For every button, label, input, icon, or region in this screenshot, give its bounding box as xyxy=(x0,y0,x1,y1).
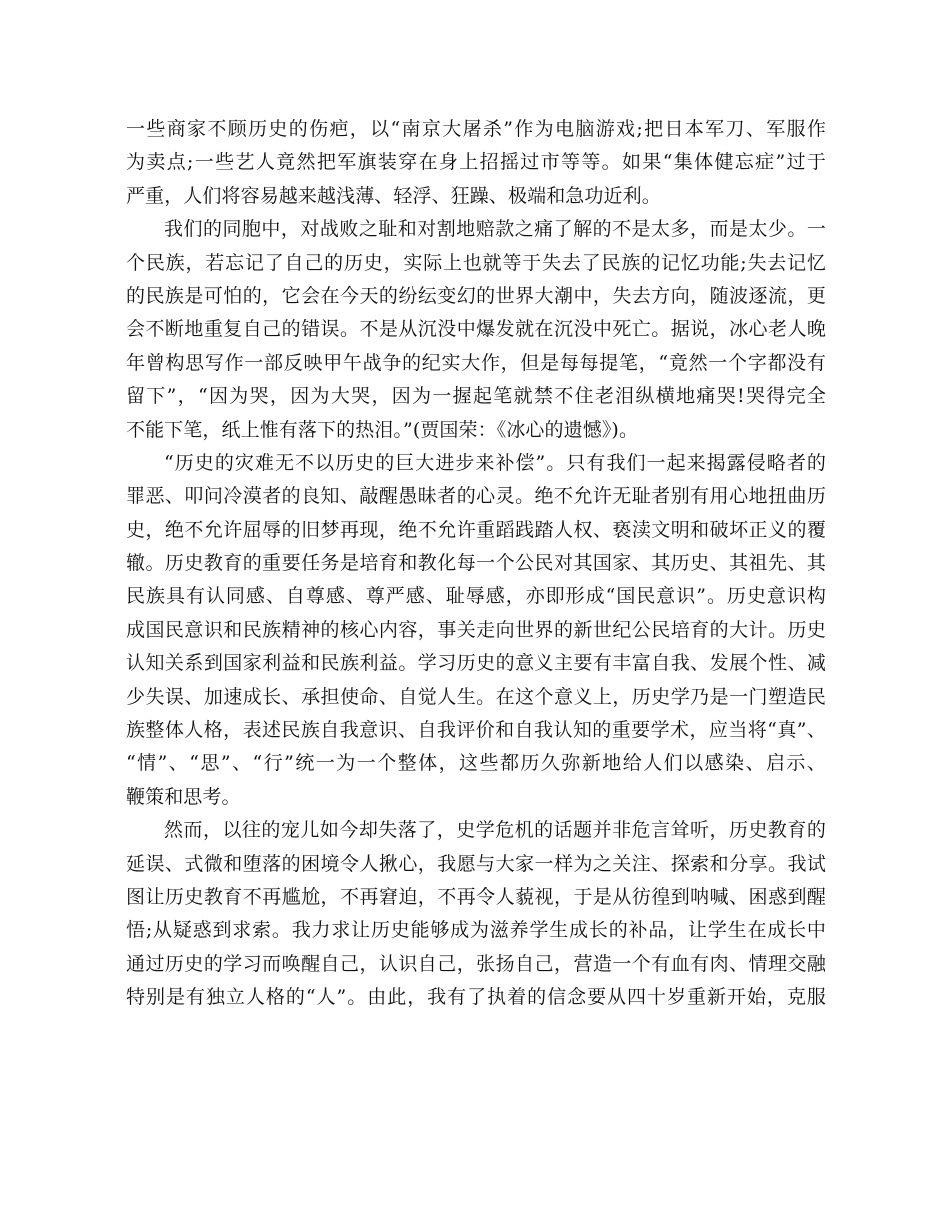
text-line: “历史的灾难无不以历史的巨大进步来补偿”。只有我们一起来揭露侵略者的 xyxy=(164,451,826,474)
paragraph xyxy=(126,814,826,1014)
text-line: 图让历史教育不再尴尬，不再窘迫，不再令人藐视，于是从彷徨到呐喊、困惑到醒 xyxy=(126,885,826,908)
text-line: 然而，以往的宠儿如今却失落了，史学危机的话题并非危言耸听，历史教育的 xyxy=(164,819,826,842)
text-line: 辙。历史教育的重要任务是培育和教化每一个公民对其国家、其历史、其祖先、其 xyxy=(126,552,826,575)
text-line: 民族具有认同感、自尊感、尊严感、耻辱感，亦即形成“国民意识”。历史意识构 xyxy=(126,585,826,608)
document-body xyxy=(126,113,826,1015)
text-line: 一些商家不顾历史的伤疤，以“南京大屠杀”作为电脑游戏;把日本军刀、军服作 xyxy=(126,118,826,140)
text-line: 族整体人格，表述民族自我意识、自我评价和自我认知的重要学术，应当将“真”、 xyxy=(126,719,826,742)
text-line: 成国民意识和民族精神的核心内容，事关走向世界的新世纪公民培育的大计。历史 xyxy=(126,618,826,641)
text-line: 的民族是可怕的，它会在今天的纷纭变幻的世界大潮中，失去方向，随波逐流，更 xyxy=(126,284,826,307)
text-line: 为卖点;一些艺人竟然把军旗装穿在身上招摇过市等等。如果“集体健忘症”过于 xyxy=(126,151,826,174)
paragraph xyxy=(126,113,826,213)
text-line: 特别是有独立人格的“人”。由此，我有了执着的信念要从四十岁重新开始，克服 xyxy=(126,986,826,1009)
text-line: 少失误、加速成长、承担使命、自觉人生。在这个意义上，历史学乃是一门塑造民 xyxy=(126,685,826,708)
text-line: “情”、“思”、“行”统一为一个整体，这些都历久弥新地给人们以感染、启示、 xyxy=(126,752,826,775)
text-line: 史，绝不允许屈辱的旧梦再现，绝不允许重蹈践踏人权、亵渎文明和破坏正义的覆 xyxy=(126,518,826,541)
text-line: 留下”，“因为哭，因为大哭，因为一握起笔就禁不住老泪纵横地痛哭!哭得完全 xyxy=(126,385,826,408)
paragraph xyxy=(126,447,826,814)
text-line: 不能下笔，纸上惟有落下的热泪。”(贾国荣：《冰心的遗憾》)。 xyxy=(126,418,639,441)
text-line: 我们的同胞中，对战败之耻和对割地赔款之痛了解的不是太多，而是太少。一 xyxy=(164,218,826,241)
text-line: 悟;从疑惑到求索。我力求让历史能够成为滋养学生成长的补品，让学生在成长中 xyxy=(126,919,826,942)
text-line: 会不断地重复自己的错误。不是从沉没中爆发就在沉没中死亡。据说，冰心老人晚 xyxy=(126,318,826,341)
paragraph xyxy=(126,213,826,447)
text-line: 通过历史的学习而唤醒自己，认识自己，张扬自己，营造一个有血有肉、情理交融 xyxy=(126,952,826,975)
text-line: 个民族，若忘记了自己的历史，实际上也就等于失去了民族的记忆功能;失去记忆 xyxy=(126,251,826,274)
text-line: 认知关系到国家利益和民族利益。学习历史的意义主要有丰富自我、发展个性、减 xyxy=(126,652,826,675)
text-line: 罪恶、叩问冷漠者的良知、敲醒愚昧者的心灵。绝不允许无耻者别有用心地扭曲历 xyxy=(126,485,826,508)
text-line: 鞭策和思考。 xyxy=(126,785,241,808)
text-line: 年曾构思写作一部反映甲午战争的纪实大作，但是每每提笔，“竟然一个字都没有 xyxy=(126,351,826,374)
text-line: 延误、式微和堕落的困境令人揪心，我愿与大家一样为之关注、探索和分享。我试 xyxy=(126,852,826,875)
text-line: 严重，人们将容易越来越浅薄、轻浮、狂躁、极端和急功近利。 xyxy=(126,184,661,207)
